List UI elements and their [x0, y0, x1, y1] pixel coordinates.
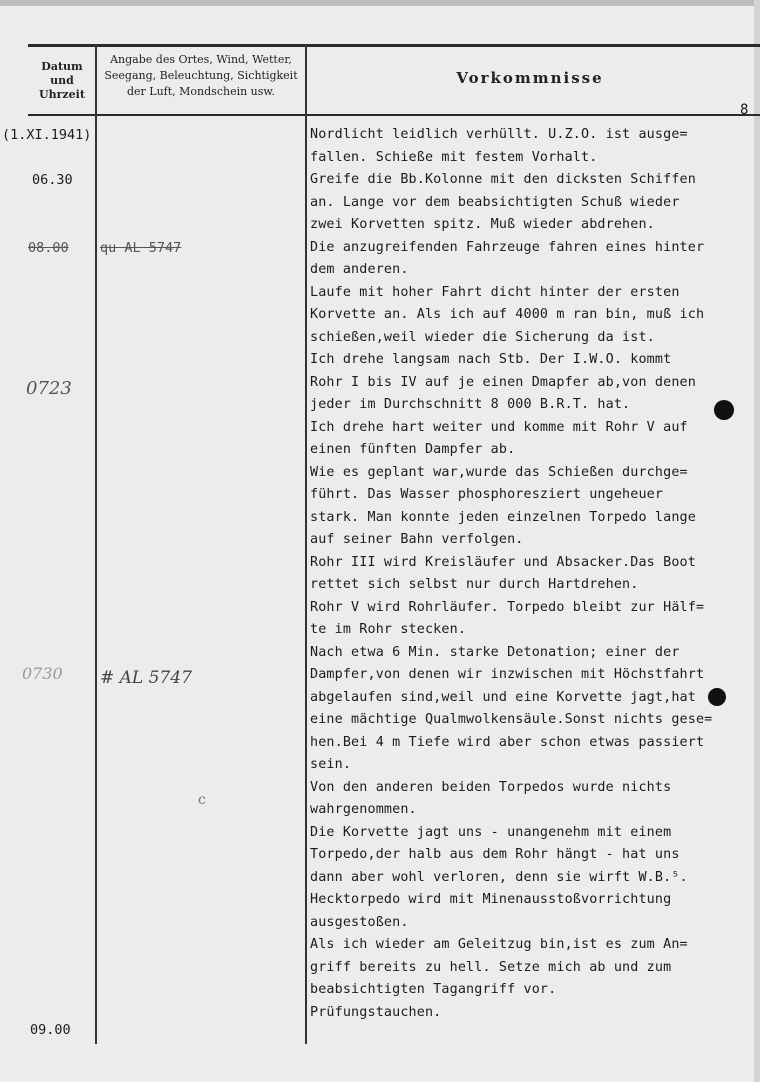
text-line: eine mächtige Qualmwolkensäule.Sonst nichts gese= — [310, 712, 713, 727]
text-line: ausgestoßen. — [310, 914, 409, 930]
header-bottom-rule — [28, 114, 760, 116]
text-line: jeder im Durchschnitt 8 000 B.R.T. hat. — [310, 397, 631, 412]
text-line: rettet sich selbst nur durch Hartdrehen. — [310, 577, 639, 592]
faint-mark: c — [198, 792, 206, 808]
text-line: Dampfer,von denen wir inzwischen mit Höchstfahrt — [310, 667, 705, 682]
column-divider-1 — [95, 44, 97, 1044]
time-0800-struck: 08.00 — [28, 240, 69, 256]
text-line: beabsichtigten Tagangriff vor. — [310, 982, 557, 997]
text-line: schießen,weil wieder die Sicherung da ist. — [310, 329, 655, 345]
text-line: Greife die Bb.Kolonne mit den dicksten Schiffen — [310, 172, 696, 187]
text-line: führt. Das Wasser phosphoresziert ungeheuer — [310, 487, 664, 502]
location-struck: qu AL 5747 — [100, 240, 182, 256]
text-line: wahrgenommen. — [310, 802, 417, 817]
text-line: Hecktorpedo wird mit Minenausstoßvorrichtung — [310, 892, 672, 907]
text-line: Torpedo,der halb aus dem Rohr hängt - hat uns — [310, 847, 680, 862]
text-line: Nordlicht leidlich verhüllt. U.Z.O. ist ausge= — [310, 127, 688, 142]
text-line: dann aber wohl verloren, denn sie wirft W.B.⁵. — [310, 869, 688, 885]
text-line: Rohr I bis IV auf je einen Dmapfer ab,von denen — [310, 374, 696, 390]
header-datum: Datum und Uhrzeit — [39, 60, 85, 101]
time-0900: 09.00 — [30, 1022, 71, 1038]
text-line: stark. Man konnte jeden einzelnen Torpedo lange — [310, 509, 696, 525]
scan-edge-top — [0, 0, 760, 6]
vorkommnisse-text — [310, 124, 760, 1024]
text-line: fallen. Schieße mit festem Vorhalt. — [310, 149, 598, 165]
text-line: Rohr III wird Kreisläufer und Absacker.Das Boot — [310, 554, 696, 570]
text-line: Laufe mit hoher Fahrt dicht hinter der ersten — [310, 284, 680, 300]
text-line: sein. — [310, 757, 352, 772]
text-line: Rohr V wird Rohrläufer. Torpedo bleibt zur Hälf= — [310, 599, 705, 615]
text-line: Prüfungstauchen. — [310, 1004, 442, 1020]
text-line: Von den anderen beiden Torpedos wurde nichts — [310, 779, 672, 795]
date-entry: (1.XI.1941) — [2, 127, 92, 143]
page-number: 8 — [740, 102, 749, 118]
text-line: Nach etwa 6 Min. starke Detonation; einer der — [310, 644, 680, 660]
text-line: auf seiner Bahn verfolgen. — [310, 532, 524, 547]
punch-hole-bottom — [708, 688, 726, 706]
text-line: einen fünften Dampfer ab. — [310, 442, 516, 457]
text-line: abgelaufen sind,weil und eine Korvette jagt,hat — [310, 689, 696, 705]
text-line: Die Korvette jagt uns - unangenehm mit einem — [310, 824, 672, 840]
column-divider-2 — [305, 44, 307, 1044]
text-line: griff bereits zu hell. Setze mich ab und zum — [310, 959, 672, 975]
header-vorkommnisse: Vorkommnisse — [456, 69, 604, 87]
text-line: te im Rohr stecken. — [310, 622, 467, 637]
time-0630: 06.30 — [32, 172, 73, 188]
text-line: Ich drehe langsam nach Stb. Der I.W.O. kommt — [310, 352, 672, 367]
punch-hole-top — [714, 400, 734, 420]
text-line: Ich drehe hart weiter und komme mit Rohr V auf — [310, 419, 688, 435]
header-angabe: Angabe des Ortes, Wind, Wetter, Seegang, Beleuchtung, Sichtigkeit der Luft, Mondschein usw. — [104, 53, 298, 98]
table-top-rule — [28, 44, 760, 47]
text-line: Korvette an. Als ich auf 4000 m ran bin, muß ich — [310, 307, 705, 322]
text-line: zwei Korvetten spitz. Muß wieder abdrehen. — [310, 217, 655, 232]
text-line: dem anderen. — [310, 262, 409, 277]
text-line: an. Lange vor dem beabsichtigten Schuß wieder — [310, 194, 680, 210]
time-0730-handwritten: 0730 — [22, 664, 63, 683]
text-line: hen.Bei 4 m Tiefe wird aber schon etwas passiert — [310, 734, 705, 750]
text-line: Wie es geplant war,wurde das Schießen durchge= — [310, 464, 688, 480]
text-line: Als ich wieder am Geleitzug bin,ist es zum An= — [310, 937, 688, 952]
time-0723-handwritten: 0723 — [26, 378, 72, 399]
text-line: Die anzugreifenden Fahrzeuge fahren eines hinter — [310, 239, 705, 255]
location-handwritten: # AL 5747 — [100, 668, 192, 688]
